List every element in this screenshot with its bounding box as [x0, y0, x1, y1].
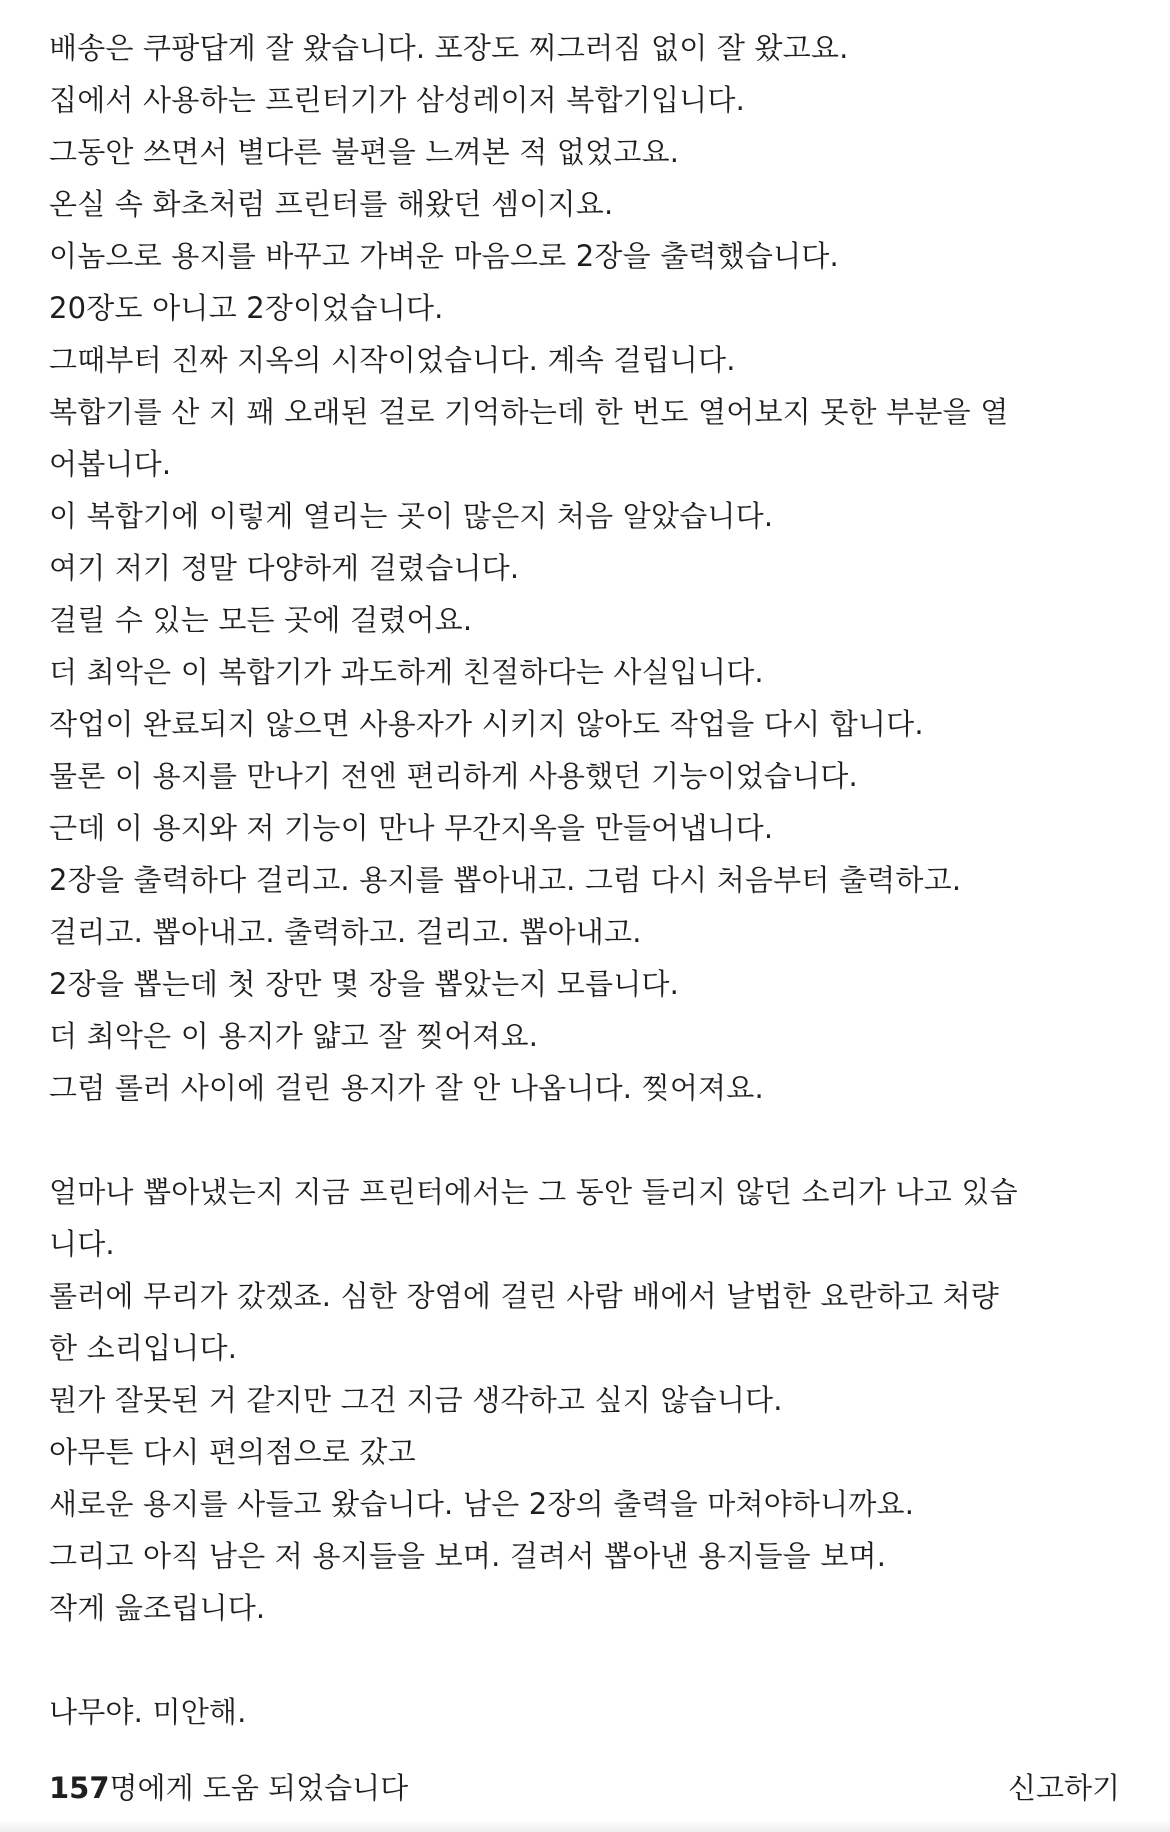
review-text-line: 작게 읊조립니다. [49, 1591, 266, 1625]
review-text-line: 어봅니다. [49, 447, 172, 481]
review-text-line: 이 복합기에 이렇게 열리는 곳이 많은지 처음 알았습니다. [49, 499, 774, 533]
review-text-line: 걸리고. 뽑아내고. 출력하고. 걸리고. 뽑아내고. [49, 915, 642, 949]
report-button[interactable]: 신고하기 [1007, 1770, 1120, 1805]
helpful-summary [49, 1766, 408, 1807]
review-text-line: 20장도 아니고 2장이었습니다. [49, 291, 444, 325]
review-text-line: 더 최악은 이 용지가 얇고 잘 찢어져요. [49, 1019, 539, 1053]
review-text-line: 걸릴 수 있는 모든 곳에 걸렸어요. [49, 603, 473, 637]
paragraph-gap [49, 1634, 1129, 1686]
review-text-line: 한 소리입니다. [49, 1331, 238, 1365]
review-text-line: 작업이 완료되지 않으면 사용자가 시키지 않아도 작업을 다시 합니다. [49, 707, 924, 741]
review-text-line: 2장을 뽑는데 첫 장만 몇 장을 뽑았는지 모릅니다. [49, 967, 680, 1001]
review-text-line: 나무야. 미안해. [49, 1695, 247, 1729]
helpful-count: 157 [49, 1770, 110, 1805]
review-text-line: 물론 이 용지를 만나기 전엔 편리하게 사용했던 기능이었습니다. [49, 759, 858, 793]
review-text-line: 그럼 롤러 사이에 걸린 용지가 잘 안 나옵니다. 찢어져요. [49, 1071, 764, 1105]
review-text-line: 롤러에 무리가 갔겠죠. 심한 장염에 걸린 사람 배에서 날법한 요란하고 처량 [49, 1279, 1000, 1313]
helpful-text: 명에게 도움 되었습니다 [109, 1770, 409, 1805]
review-text-line: 그때부터 진짜 지옥의 시작이었습니다. 계속 걸립니다. [49, 343, 736, 377]
review-text-line: 이놈으로 용지를 바꾸고 가벼운 마음으로 2장을 출력했습니다. [49, 239, 839, 273]
review-text-line: 새로운 용지를 사들고 왔습니다. 남은 2장의 출력을 마쳐야하니까요. [49, 1487, 915, 1521]
review-text-line: 아무튼 다시 편의점으로 갔고 [49, 1435, 416, 1469]
review-footer [49, 1760, 1120, 1812]
review-text-line: 근데 이 용지와 저 기능이 만나 무간지옥을 만들어냅니다. [49, 811, 774, 845]
review-text-line: 집에서 사용하는 프린터기가 삼성레이저 복합기입니다. [49, 83, 746, 117]
review-text-line: 더 최악은 이 복합기가 과도하게 친절하다는 사실입니다. [49, 655, 764, 689]
review-text-line: 뭔가 잘못된 거 같지만 그건 지금 생각하고 싶지 않습니다. [49, 1383, 783, 1417]
review-text-line: 온실 속 화초처럼 프린터를 해왔던 셈이지요. [49, 187, 614, 221]
review-text-line: 니다. [49, 1227, 115, 1261]
review-body [49, 22, 1129, 1738]
review-text-line: 배송은 쿠팡답게 잘 왔습니다. 포장도 찌그러짐 없이 잘 왔고요. [49, 31, 849, 65]
review-text-line: 여기 저기 정말 다양하게 걸렸습니다. [49, 551, 520, 585]
review-text-line: 그리고 아직 남은 저 용지들을 보며. 걸려서 뽑아낸 용지들을 보며. [49, 1539, 887, 1573]
bottom-divider [0, 1820, 1170, 1832]
paragraph-gap [49, 1114, 1129, 1166]
review-text-line: 복합기를 산 지 꽤 오래된 걸로 기억하는데 한 번도 열어보지 못한 부분을 열 [49, 395, 1009, 429]
review-text-line: 2장을 출력하다 걸리고. 용지를 뽑아내고. 그럼 다시 처음부터 출력하고. [49, 863, 962, 897]
review-text-line: 그동안 쓰면서 별다른 불편을 느껴본 적 없었고요. [49, 135, 680, 169]
review-text-line: 얼마나 뽑아냈는지 지금 프린터에서는 그 동안 들리지 않던 소리가 나고 있습 [49, 1175, 1018, 1209]
